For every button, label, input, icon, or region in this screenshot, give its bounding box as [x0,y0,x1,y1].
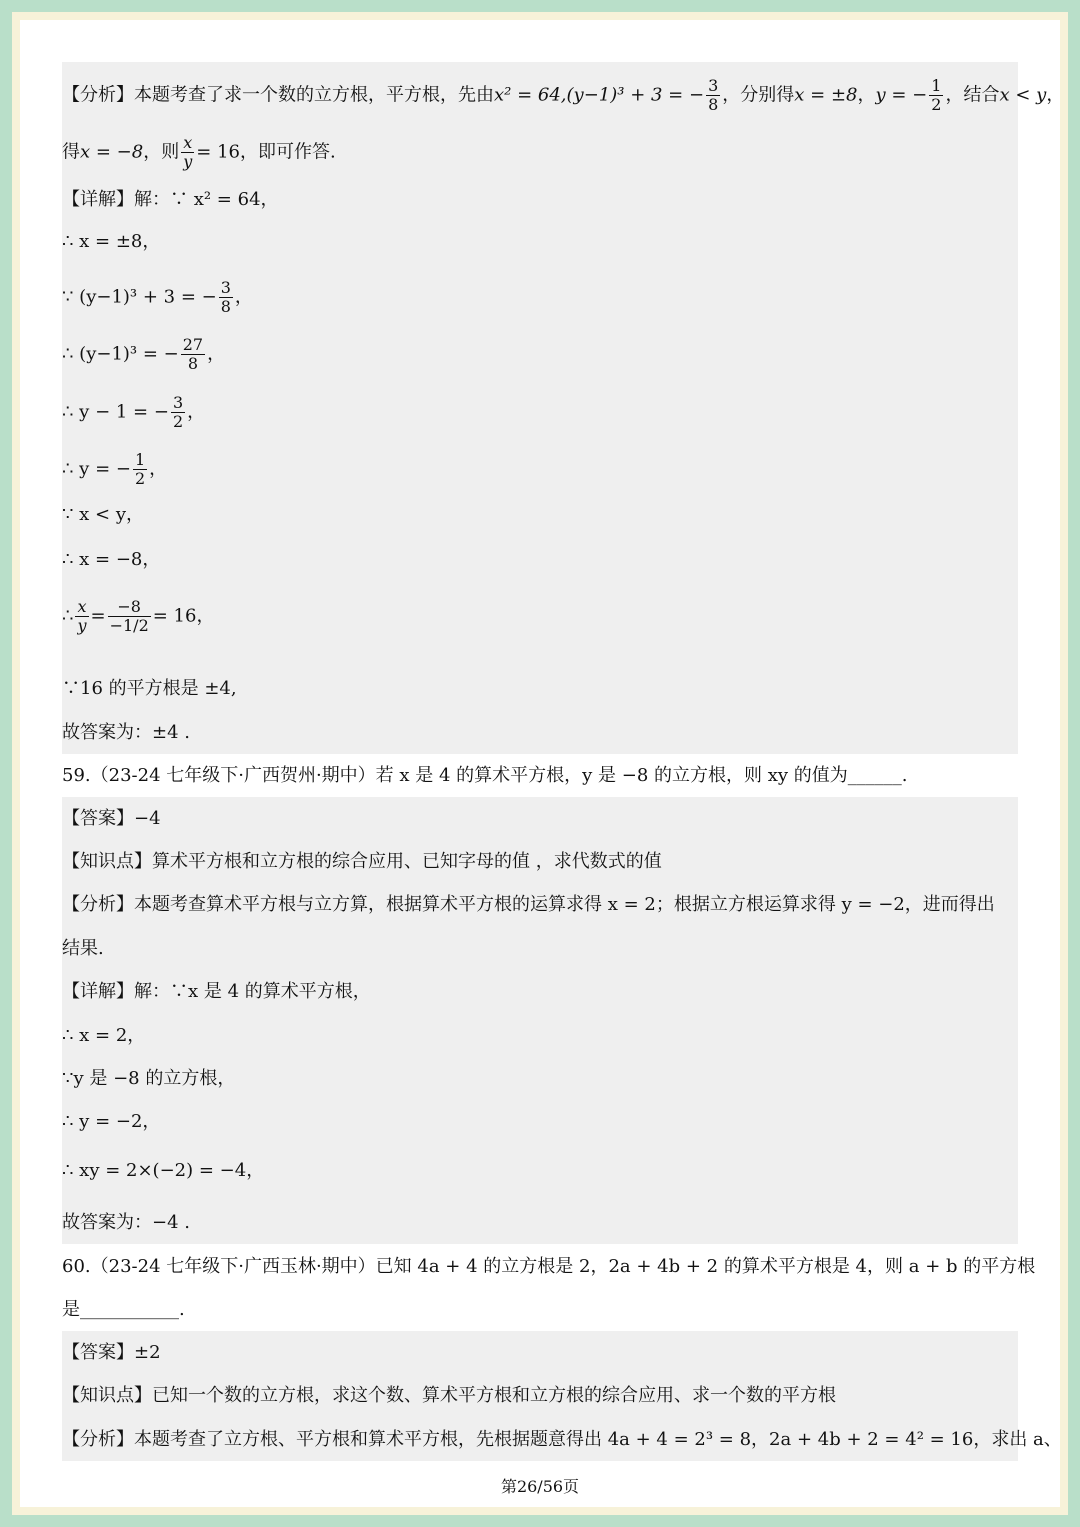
q60-question: 60.（23-24 七年级下·广西玉林·期中）已知 4a + 4 的立方根是 2，2a + 4b + 2 的算术平方根是 4，则 a + b 的平方根 [62,1256,1036,1277]
text: 得 [62,141,80,163]
q58-step8 [62,598,214,635]
text: ， [234,286,253,308]
text: ∴ y = − [62,458,131,480]
q59-analysis-line2: 结果. [62,938,104,959]
text: ，结合 [945,84,1000,106]
q58-analysis-line1 [62,77,1064,114]
fraction: $\frac{3}{8}$ [708,76,719,114]
q60-answer: 【答案】±2 [62,1342,161,1363]
text: = [90,605,106,627]
fraction: $\frac{-8}{-1/2}$ [109,597,149,635]
q59-step1: ∴ x = 2， [62,1025,146,1046]
text: ， [857,84,876,106]
q59-step3: ∴ y = −2， [62,1111,161,1132]
q58-step5 [62,451,167,488]
text: ， [187,401,206,423]
equation: x = ±8 [794,84,858,106]
fraction: $\frac{27}{8}$ [182,335,204,373]
fraction: $\frac{1}{2}$ [931,76,942,114]
text: ， [207,343,226,365]
text: ， [1046,84,1065,106]
q59-analysis: 【分析】本题考查算术平方根与立方算，根据算术平方根的运算求得 x = 2；根据立方根运算求得 y = −2，进而得出 [62,894,995,915]
q58-step4 [62,394,205,431]
text: ∴ [62,605,74,627]
q58-step3 [62,336,225,373]
text: ∴ y − 1 = − [62,401,169,423]
q59-detail: 【详解】解：∵x 是 4 的算术平方根， [62,981,371,1002]
q59-knowledge: 【知识点】算术平方根和立方根的综合应用、已知字母的值 ，求代数式的值 [62,851,662,872]
q60-analysis: 【分析】本题考查了立方根、平方根和算术平方根，先根据题意得出 4a + 4 = 2³ = 8，2a + 4b + 2 = 4² = 16，求出 a、 [62,1429,1062,1450]
q59-final: 故答案为：−4 . [62,1212,190,1233]
equation: y = − [875,84,928,106]
fraction: $\frac{3}{2}$ [172,393,184,431]
equation: x² = 64,(y−1)³ + 3 = − [494,84,705,106]
equation: x = −8 [80,141,144,163]
fraction: $\frac{x}{y}$ [77,597,87,635]
q58-step2 [62,279,253,316]
text: ，则 [143,141,180,163]
q58-step1: ∴ x = ±8， [62,231,161,252]
text: ， [149,458,168,480]
equation: x < y [999,84,1047,106]
q60-knowledge: 【知识点】已知一个数的立方根，求这个数、算术平方根和立方根的综合应用、求一个数的平方根 [62,1385,836,1406]
q59-step4: ∴ xy = 2×(−2) = −4， [62,1160,265,1181]
text: ，分别得 [722,84,795,106]
q58-answer: 故答案为：±4 . [62,722,190,743]
q58-step7: ∴ x = −8， [62,549,161,570]
text: ∵ (y−1)³ + 3 = − [62,286,217,308]
q58-step6: ∵ x < y， [62,504,145,525]
q58-analysis-line2 [62,134,336,171]
q59-question: 59.（23-24 七年级下·广西贺州·期中）若 x 是 4 的算术平方根，y 是 −8 的立方根，则 xy 的值为______. [62,765,908,786]
fraction: $\frac{x}{y}$ [183,133,193,171]
text: = 16，即可作答. [196,141,336,163]
text: 【分析】本题考查了求一个数的立方根，平方根，先由 [62,84,494,106]
text: = 16， [152,605,215,627]
fraction: $\frac{1}{2}$ [134,450,146,488]
text: ∴ (y−1)³ = − [62,343,179,365]
q58-step9: ∵16 的平方根是 ±4, [62,678,237,699]
fraction: $\frac{3}{8}$ [220,278,231,316]
q59-answer: 【答案】−4 [62,808,161,829]
q59-step2: ∵y 是 −8 的立方根， [62,1068,236,1089]
q58-detail: 【详解】解：∵ x² = 64， [62,189,279,210]
page-number: 第26/56页 [500,1477,580,1496]
q60-question-line2: 是___________. [62,1299,185,1320]
